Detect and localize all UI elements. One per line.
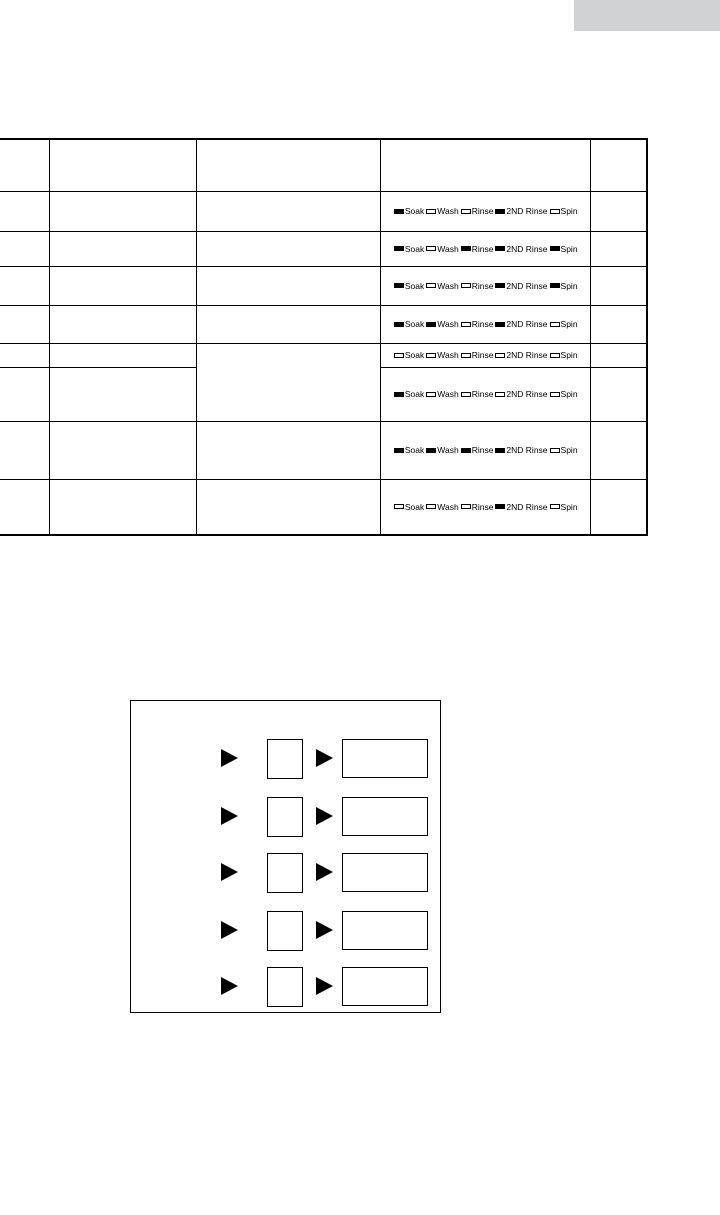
flow-result-box <box>342 967 428 1006</box>
table-cell <box>196 305 380 343</box>
stage-indicator <box>549 350 579 360</box>
stage-label: Soak <box>404 445 425 455</box>
stage-label: Soak <box>404 206 425 216</box>
empty-box-icon <box>550 448 560 453</box>
stage-indicator <box>460 350 495 360</box>
stage-label: 2ND Rinse <box>506 319 548 329</box>
filled-box-icon <box>495 246 505 251</box>
stage-label: 2ND Rinse <box>506 280 548 291</box>
table-cell <box>196 479 380 535</box>
table-cell <box>0 191 49 231</box>
header-cell <box>0 139 49 191</box>
table-row <box>0 305 647 343</box>
empty-box-icon <box>426 246 436 251</box>
stage-indicator <box>494 502 548 512</box>
empty-box-icon <box>495 353 505 358</box>
stage-label: Wash <box>437 206 459 216</box>
table-row <box>0 191 647 231</box>
flow-small-box <box>267 911 303 951</box>
empty-box-icon <box>550 353 560 358</box>
table-cell <box>591 305 647 343</box>
table-row <box>0 421 647 479</box>
header-cell <box>381 139 591 191</box>
stage-indicator <box>425 350 459 360</box>
stage-indicator <box>425 281 459 291</box>
arrow-right-icon <box>221 921 238 939</box>
empty-box-icon <box>461 353 471 358</box>
table-cell <box>0 266 49 305</box>
stage-indicator <box>460 244 495 254</box>
table-cell <box>196 191 380 231</box>
flow-small-box <box>267 853 303 893</box>
flow-result-box <box>342 911 428 950</box>
empty-box-icon <box>394 504 404 509</box>
empty-box-icon <box>461 209 471 214</box>
stage-cell <box>381 479 591 535</box>
empty-box-icon <box>461 322 471 327</box>
flow-row <box>131 796 440 836</box>
table-cell <box>196 266 380 305</box>
stage-cell <box>381 231 591 266</box>
stage-indicator <box>393 389 425 399</box>
table-cell <box>0 367 49 421</box>
filled-box-icon <box>495 209 505 214</box>
stage-label: Spin <box>560 350 578 360</box>
stage-cell <box>381 343 591 367</box>
stage-label: Rinse <box>471 280 494 291</box>
stage-label: Wash <box>437 319 459 329</box>
table-cell <box>591 231 647 266</box>
stage-indicators <box>381 319 590 329</box>
stage-indicator <box>494 319 548 329</box>
stage-indicator <box>460 445 495 455</box>
stage-indicator <box>425 502 459 512</box>
table-row <box>0 343 647 367</box>
stage-indicators <box>381 244 590 254</box>
filled-box-icon <box>495 504 505 509</box>
arrow-right-icon <box>221 863 238 881</box>
stage-indicator <box>549 206 579 216</box>
stage-indicators <box>381 389 590 399</box>
flow-small-box <box>267 739 303 779</box>
empty-box-icon <box>426 392 436 397</box>
stage-cell <box>381 421 591 479</box>
arrow-right-icon <box>316 863 333 881</box>
table-header-row <box>0 139 647 191</box>
stage-indicator <box>425 445 459 455</box>
stage-label: Rinse <box>471 445 494 455</box>
arrow-right-icon <box>316 749 333 767</box>
empty-box-icon <box>550 392 560 397</box>
stage-indicators <box>381 206 590 216</box>
program-table <box>0 138 648 536</box>
stage-indicator <box>393 350 425 360</box>
page-tab <box>574 0 720 31</box>
stage-indicator <box>549 281 579 291</box>
filled-box-icon <box>426 322 436 327</box>
table-cell <box>0 421 49 479</box>
filled-box-icon <box>394 246 404 251</box>
flow-diagram-frame <box>130 700 441 1013</box>
filled-box-icon <box>550 246 560 251</box>
stage-label: Wash <box>437 243 459 254</box>
table-cell <box>0 343 49 367</box>
stage-label: Spin <box>560 389 578 399</box>
stage-indicators <box>381 502 590 512</box>
table-cell <box>196 231 380 266</box>
flow-result-box <box>342 853 428 892</box>
stage-indicator <box>425 244 459 254</box>
header-cell <box>591 139 647 191</box>
stage-indicator <box>494 206 548 216</box>
stage-label: Wash <box>437 350 459 360</box>
table-cell <box>49 343 196 367</box>
stage-label: Spin <box>560 280 578 291</box>
stage-label: Rinse <box>471 243 494 254</box>
empty-box-icon <box>461 392 471 397</box>
stage-indicator <box>460 206 495 216</box>
filled-box-icon <box>394 322 404 327</box>
filled-box-icon <box>461 246 471 251</box>
stage-label: Rinse <box>471 501 494 512</box>
stage-indicators <box>381 281 590 291</box>
stage-label: Rinse <box>471 206 494 216</box>
table-cell <box>196 343 380 421</box>
arrow-right-icon <box>316 807 333 825</box>
empty-box-icon <box>495 392 505 397</box>
empty-box-icon <box>426 504 436 509</box>
stage-indicator <box>549 319 579 329</box>
stage-indicator <box>393 502 425 512</box>
table-cell <box>591 266 647 305</box>
table-cell <box>49 191 196 231</box>
empty-box-icon <box>394 353 404 358</box>
arrow-right-icon <box>221 977 238 995</box>
filled-box-icon <box>394 392 404 397</box>
stage-indicator <box>460 502 495 512</box>
flow-result-box <box>342 739 428 778</box>
stage-indicator <box>393 319 425 329</box>
stage-label: Wash <box>437 280 459 291</box>
stage-label: 2ND Rinse <box>506 501 548 512</box>
stage-label: Spin <box>560 243 578 254</box>
filled-box-icon <box>495 448 505 453</box>
flow-small-box <box>267 967 303 1007</box>
table-row <box>0 231 647 266</box>
stage-label: 2ND Rinse <box>506 445 548 455</box>
empty-box-icon <box>426 209 436 214</box>
stage-label: Soak <box>404 243 425 254</box>
stage-indicators <box>381 445 590 455</box>
stage-indicator <box>494 244 548 254</box>
stage-indicator <box>393 244 425 254</box>
table-cell <box>49 231 196 266</box>
stage-label: 2ND Rinse <box>506 206 548 216</box>
stage-label: Soak <box>404 280 425 291</box>
stage-indicator <box>425 319 459 329</box>
stage-indicator <box>549 389 579 399</box>
arrow-right-icon <box>221 749 238 767</box>
table-row <box>0 266 647 305</box>
stage-label: Soak <box>404 350 425 360</box>
table-cell <box>591 421 647 479</box>
filled-box-icon <box>394 209 404 214</box>
table-cell <box>591 191 647 231</box>
filled-box-icon <box>495 283 505 288</box>
filled-box-icon <box>461 448 471 453</box>
table-row <box>0 479 647 535</box>
stage-label: Rinse <box>471 389 494 399</box>
header-cell <box>49 139 196 191</box>
stage-label: Spin <box>560 445 578 455</box>
empty-box-icon <box>461 283 471 288</box>
empty-box-icon <box>426 283 436 288</box>
stage-indicators <box>381 350 590 360</box>
table-cell <box>591 343 647 367</box>
stage-indicator <box>494 350 548 360</box>
stage-label: Wash <box>437 501 459 512</box>
table-cell <box>49 367 196 421</box>
stage-label: Rinse <box>471 350 494 360</box>
stage-cell <box>381 305 591 343</box>
stage-indicator <box>460 389 495 399</box>
table-cell <box>49 266 196 305</box>
table-cell <box>49 479 196 535</box>
empty-box-icon <box>550 504 560 509</box>
table-cell <box>49 421 196 479</box>
empty-box-icon <box>461 504 471 509</box>
table-cell <box>196 421 380 479</box>
stage-indicator <box>393 281 425 291</box>
stage-label: 2ND Rinse <box>506 389 548 399</box>
stage-indicator <box>393 445 425 455</box>
stage-label: Soak <box>404 389 425 399</box>
stage-label: Wash <box>437 389 459 399</box>
stage-indicator <box>425 206 459 216</box>
table-cell <box>0 479 49 535</box>
flow-row <box>131 966 440 1006</box>
filled-box-icon <box>550 283 560 288</box>
table-cell <box>49 305 196 343</box>
stage-label: Spin <box>560 501 578 512</box>
flow-small-box <box>267 797 303 837</box>
stage-indicator <box>549 445 579 455</box>
stage-label: Spin <box>560 319 578 329</box>
stage-indicator <box>460 319 495 329</box>
filled-box-icon <box>495 322 505 327</box>
arrow-right-icon <box>316 977 333 995</box>
table-cell <box>0 231 49 266</box>
stage-indicator <box>494 281 548 291</box>
stage-cell <box>381 367 591 421</box>
arrow-right-icon <box>221 807 238 825</box>
stage-cell <box>381 266 591 305</box>
stage-label: Soak <box>404 501 425 512</box>
stage-label: 2ND Rinse <box>506 350 548 360</box>
filled-box-icon <box>394 283 404 288</box>
stage-indicator <box>494 445 548 455</box>
stage-indicator <box>425 389 459 399</box>
empty-box-icon <box>550 209 560 214</box>
flow-result-box <box>342 797 428 836</box>
stage-indicator <box>460 281 495 291</box>
flow-row <box>131 852 440 892</box>
table-cell <box>0 305 49 343</box>
filled-box-icon <box>394 448 404 453</box>
stage-indicator <box>549 502 579 512</box>
stage-label: Soak <box>404 319 425 329</box>
stage-label: Spin <box>560 206 578 216</box>
stage-cell <box>381 191 591 231</box>
stage-label: Wash <box>437 445 459 455</box>
table-cell <box>591 367 647 421</box>
table-cell <box>591 479 647 535</box>
stage-indicator <box>494 389 548 399</box>
empty-box-icon <box>550 322 560 327</box>
stage-label: 2ND Rinse <box>506 243 548 254</box>
header-cell <box>196 139 380 191</box>
flow-row <box>131 738 440 778</box>
filled-box-icon <box>426 448 436 453</box>
stage-label: Rinse <box>471 319 494 329</box>
stage-indicator <box>393 206 425 216</box>
arrow-right-icon <box>316 921 333 939</box>
stage-indicator <box>549 244 579 254</box>
empty-box-icon <box>426 353 436 358</box>
flow-row <box>131 910 440 950</box>
